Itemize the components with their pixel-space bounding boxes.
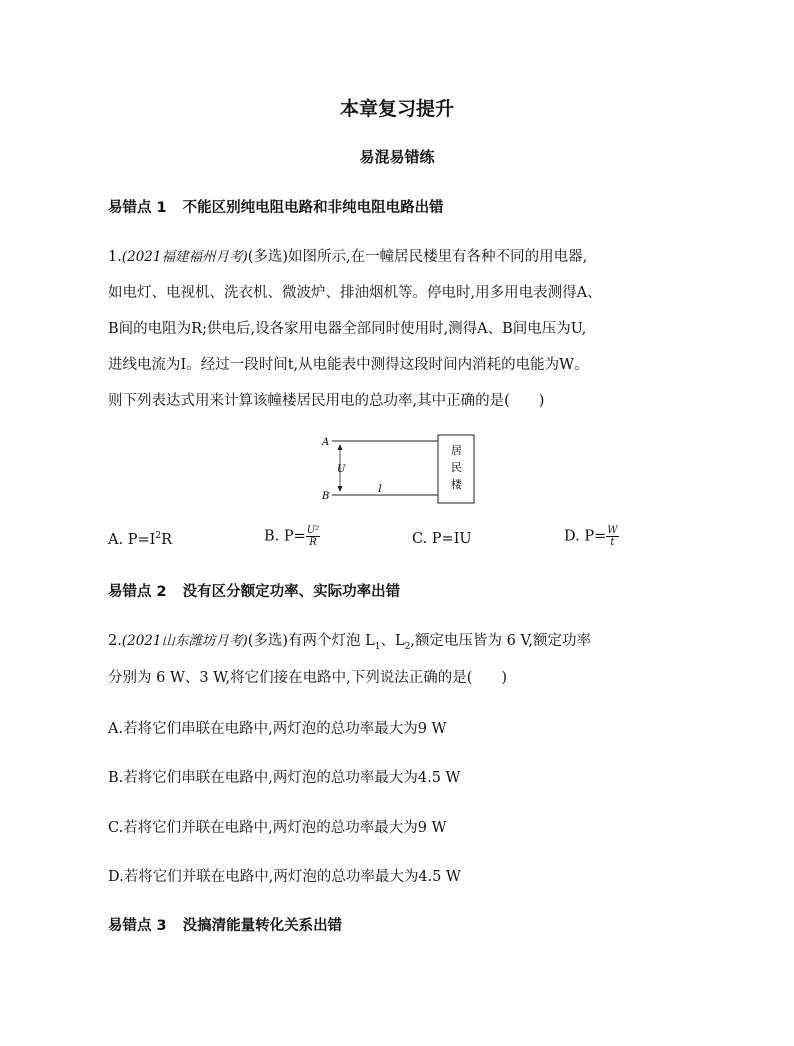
q1-line-5: 则下列表达式用来计算该幢楼居民用电的总功率,其中正确的是( ): [108, 393, 545, 409]
section-heading-3: [108, 914, 342, 935]
q2-number: 2.: [108, 633, 122, 649]
q1-option-a[interactable]: [108, 531, 172, 548]
page-subtitle: 易混易错练: [359, 148, 435, 166]
box-char-3: 楼: [451, 478, 462, 491]
section-number: 易错点 2: [108, 584, 167, 600]
option-b-fraction: [306, 525, 320, 548]
fraction-denominator: R: [309, 537, 317, 548]
fraction-numerator: W: [607, 525, 618, 536]
circuit-diagram: [318, 432, 488, 512]
label-b: B: [322, 491, 330, 502]
q1-number: 1.: [108, 249, 122, 265]
label-i: I: [378, 484, 382, 495]
option-a-text: A. P=I: [108, 531, 156, 548]
section-text: 没搞清能量转化关系出错: [182, 918, 343, 934]
q2-text-b: 、L: [380, 633, 405, 649]
q2-text-a: (多选)有两个灯泡 L: [247, 633, 375, 649]
option-d-text: D. P=: [564, 528, 607, 545]
page-title: 本章复习提升: [339, 98, 454, 120]
q1-option-d[interactable]: [564, 525, 619, 548]
q2-line-1: [108, 629, 591, 652]
q2-option-c[interactable]: C.若将它们并联在电路中,两灯泡的总功率最大为9 W: [108, 820, 447, 836]
section-text: 没有区分额定功率、实际功率出错: [182, 584, 401, 600]
q2-option-b[interactable]: B.若将它们串联在电路中,两灯泡的总功率最大为4.5 W: [108, 770, 461, 786]
q1-option-c[interactable]: C. P=IU: [412, 531, 472, 547]
section-number: 易错点 1: [108, 200, 167, 216]
section-number: 易错点 3: [108, 918, 167, 934]
box-char-2: 民: [451, 461, 462, 474]
section-text: 不能区别纯电阻电路和非纯电阻电路出错: [182, 200, 444, 216]
q2-subscript-2: 2: [404, 641, 411, 652]
option-a-tail: R: [161, 531, 172, 548]
q1-line-4: 进线电流为I。经过一段时间t,从电能表中测得这段时间内消耗的电能为W。: [108, 357, 589, 373]
q2-option-d[interactable]: D.若将它们并联在电路中,两灯泡的总功率最大为4.5 W: [108, 869, 461, 885]
q2-option-a[interactable]: A.若将它们串联在电路中,两灯泡的总功率最大为9 W: [108, 721, 447, 737]
section-heading-1: [108, 196, 444, 217]
fraction-numerator: U²: [306, 525, 320, 536]
q2-subscript-1: 1: [374, 641, 381, 652]
q1-line-3: B间的电阻为R;供电后,设各家用电器全部同时使用时,测得A、B间电压为U,: [108, 321, 587, 337]
q1-option-b[interactable]: [264, 525, 320, 548]
q1-line-1: [108, 245, 587, 266]
option-a-exponent: 2: [155, 531, 162, 541]
label-u: U: [337, 464, 346, 475]
q2-source: (2021山东潍坊月考): [121, 633, 248, 649]
q2-line-2: 分别为 6 W、3 W,将它们接在电路中,下列说法正确的是( ): [108, 670, 508, 686]
option-d-fraction: [606, 525, 618, 548]
q1-text-1: (多选)如图所示,在一幢居民楼里有各种不同的用电器,: [247, 249, 588, 265]
q1-line-2: 如电灯、电视机、洗衣机、微波炉、排油烟机等。停电时,用多用电表测得A、: [108, 285, 602, 301]
arrow-down-icon: [338, 486, 343, 492]
fraction-denominator: t: [610, 537, 615, 548]
label-a: A: [322, 437, 330, 448]
q2-text-c: ,额定电压皆为 6 V,额定功率: [410, 633, 592, 649]
box-char-1: 居: [451, 444, 462, 457]
section-heading-2: [108, 580, 400, 601]
arrow-up-icon: [338, 444, 343, 450]
option-b-text: B. P=: [264, 528, 306, 545]
q1-source: (2021福建福州月考): [121, 249, 248, 265]
